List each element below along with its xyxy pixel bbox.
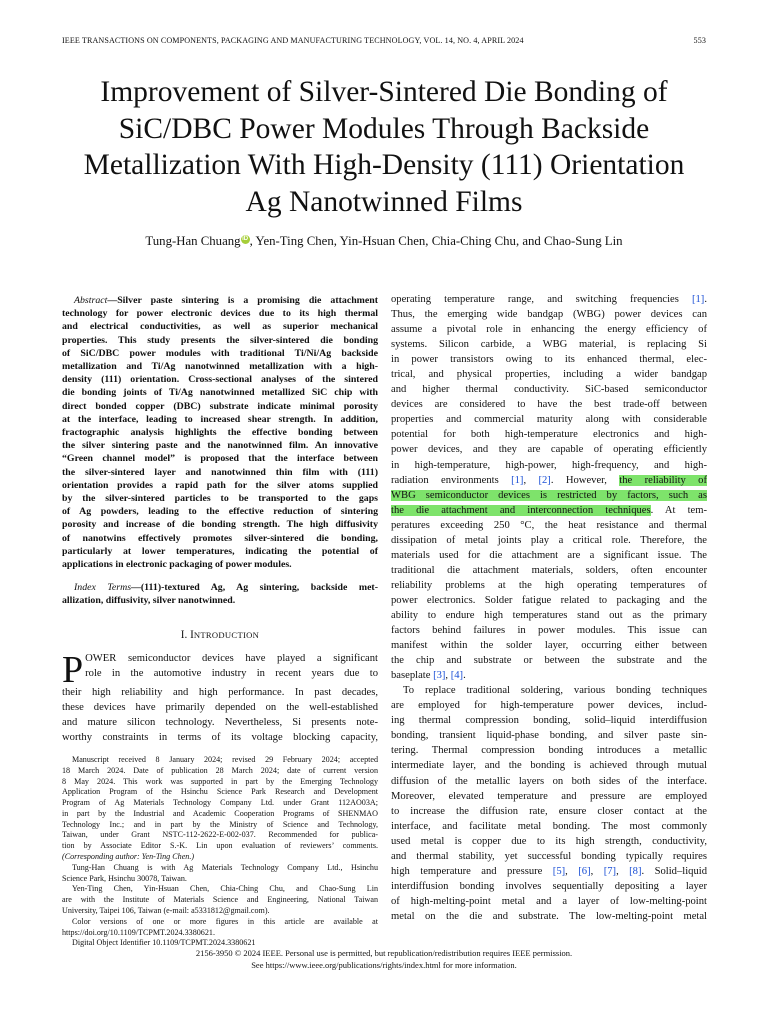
author-names: , Yen-Ting Chen, Yin-Hsuan Chen, Chia-Ching Chu, and Chao-Sung Lin	[249, 234, 623, 248]
citation-link[interactable]: [4]	[450, 670, 464, 682]
body-line: trical, and physical properties, including a wider bandgap	[391, 369, 707, 381]
body-text: high temperature and pressure	[391, 865, 553, 877]
intro-line: these devices have primarily depended on the well-established	[62, 701, 378, 713]
body-text: ,	[523, 474, 539, 486]
body-line: assume a pivotal role in enhancing the energy efficiency of	[391, 324, 707, 336]
index-terms-label: Index Terms	[74, 582, 132, 594]
footnote-line: Yen-Ting Chen, Yin-Hsuan Chen, Chia-Ching Chu, and Chao-Sung Lin	[72, 884, 378, 894]
body-text: ,	[565, 865, 579, 877]
abstract-line: the silver sintering paste and the nanotwinned film. An innovative	[62, 440, 378, 452]
body-line: in power transistors owing to its enhanced thermal, elec-	[391, 354, 707, 366]
abstract-line: porosity and increase of die bonding strength. The high diffusivity	[62, 519, 378, 531]
highlighted-text: the die attachment and interconnection techniques	[391, 504, 651, 516]
body-line: metal on the die and substrate. The low-melting-point metal	[391, 910, 707, 922]
intro-line: worthy constraints in terms of its voltage blocking capacity,	[62, 731, 378, 743]
citation-link[interactable]: [1]	[691, 294, 705, 305]
title-line: Ag Nanotwinned Films	[245, 185, 523, 218]
footnote-line: are with the Institute of Materials Science and Engineering, National Taiwan	[62, 895, 378, 905]
footnote-line: 18 March 2024. Date of publication 28 March 2024; date of current version	[62, 765, 378, 775]
copyright-footer	[40, 948, 728, 971]
body-text: ,	[616, 865, 630, 877]
footnote-line: tion by Associate Editor S.-K. Lin upon evaluation of reviewers’ comments.	[62, 841, 378, 851]
footnote-line: Program of Ag Materials Technology Company Ltd. under Grant 112AO03A;	[62, 798, 378, 808]
intro-line: role in the automotive industry in recent years due to	[85, 667, 378, 679]
journal-name: IEEE TRANSACTIONS ON COMPONENTS, PACKAGING AND MANUFACTURING TECHNOLOGY, VOL. 14, NO. 4, APRIL 2024	[62, 36, 524, 45]
drop-cap: P	[62, 648, 84, 691]
footnotes	[62, 755, 378, 949]
body-line: diffusion of the metallic layers on both sides of the interface.	[391, 775, 707, 787]
page-number: 553	[693, 36, 706, 45]
abstract-line: the silver-sintered layer and nanotwinned thin film with (111)	[62, 466, 378, 478]
body-text: radiation environments	[391, 474, 512, 486]
index-terms	[62, 581, 378, 607]
body-line: tering. Thermal compression bonding introduces a metallic	[391, 745, 707, 757]
paper-title	[40, 74, 728, 220]
abstract-line: die bonding joints of Ti/Ag nanotwinned metallized SiC chip with	[62, 387, 378, 399]
body-line: properties and commercial maturity along with considerable	[391, 414, 707, 426]
body-line: intermediate layer, and the bonding is achieved through mutual	[391, 760, 707, 772]
body-line: Thus, the emerging wide bandgap (WBG) power devices can	[391, 309, 707, 321]
body-text: . Solid–liquid	[641, 865, 707, 877]
body-text: .	[704, 294, 707, 305]
body-text: . At tem-	[650, 504, 707, 516]
footnote-line: in part by the Industrial and Academic Cooperation Programs of SHENMAO	[62, 808, 378, 818]
body-line: of high-melting-point metal and a layer of low-melting-point	[391, 895, 707, 907]
left-column	[62, 294, 378, 949]
abstract-line: of nanotwins effectively promotes silver-sintered die bonding,	[62, 532, 378, 544]
footnote-line: Application Program of the Hsinchu Science Park Research and Development	[62, 787, 378, 797]
footnote-line: 8 May 2024. This work was supported in part by the Emerging Technology	[62, 776, 378, 786]
footnote-line: Technology Inc.; and in part by the Ministry of Science and Technology,	[62, 819, 378, 829]
abstract-line: metallization and Ti/Ag nanotwinned metallization with a high-	[62, 361, 378, 373]
intro-line: their high reliability and high performance. In past decades,	[62, 686, 378, 698]
abstract-line: of Ag powders, leading to the effective reduction of sintering	[62, 506, 378, 518]
body-text: operating temperature range, and switching frequencies	[391, 294, 692, 305]
intro-line: and mature silicon technology. Nevertheless, Si presents note-	[62, 716, 378, 728]
abstract-line: applications in electronic packaging of power modules.	[62, 559, 292, 571]
corresponding-author: (Corresponding author: Yen-Ting Chen.)	[62, 852, 195, 862]
abstract-line: Silver paste sintering is a promising die attachment	[117, 295, 378, 306]
citation-link[interactable]: [6]	[578, 865, 591, 877]
abstract-line: direct bonded copper (DBC) substrate indicate minimal porosity	[62, 400, 378, 412]
abstract-line: “Green channel model” is proposed that the interface between	[62, 453, 378, 465]
footnote-line: Manuscript received 8 January 2024; revised 29 February 2024; accepted	[72, 754, 378, 764]
abstract-line: fractographic analysis highlights the effective bonding between	[62, 427, 378, 439]
body-text: .	[463, 670, 466, 682]
body-paragraph	[391, 292, 707, 683]
abstract-line: particularly at lower temperatures, indicating the potential of	[62, 545, 378, 557]
body-line: To replace traditional soldering, various bonding techniques	[403, 685, 707, 697]
title-line: Metallization With High-Density (111) Orientation	[83, 149, 685, 181]
section-heading	[62, 628, 378, 643]
citation-link[interactable]: [2]	[538, 474, 551, 486]
body-line: to increase the diffusion rate, ensure closer contact at the	[391, 805, 707, 817]
body-line: reliability problems at the high operating temperatures of	[391, 579, 707, 591]
body-text: ,	[590, 865, 604, 877]
section-title: NTRODUCTION	[193, 629, 260, 640]
doi-line: Digital Object Identifier 10.1109/TCPMT.2024.3380621	[72, 938, 256, 948]
abstract-dash: —	[107, 295, 118, 306]
abstract-label: Abstract	[74, 295, 108, 306]
abstract-line: at the interface, leading to increased shear strength. In addition,	[62, 413, 378, 425]
citation-link[interactable]: [3]	[433, 670, 446, 682]
body-line: and thermal stability, yet successful bonding typically requires	[391, 850, 707, 862]
title-line: SiC/DBC Power Modules Through Backside	[118, 112, 650, 145]
index-terms-line: (111)-textured Ag, Ag sintering, backside met-	[140, 582, 378, 594]
section-numeral: I. I	[180, 628, 194, 641]
body-text: . However,	[550, 474, 620, 486]
body-line: factors behind failures in power modules. This issue can	[391, 625, 707, 637]
body-paragraph	[391, 683, 707, 924]
body-line: Moreover, elevated temperature and pressure are employed	[391, 790, 707, 802]
running-header	[62, 36, 706, 50]
body-line: devices are considered to have the best trade-off between	[391, 399, 707, 411]
body-line: used metal is copper due to its high strength, conductivity,	[391, 835, 707, 847]
body-line: power devices, and they are capable of operating efficiently	[391, 444, 707, 456]
body-line: interdiffusion bonding involves sequentially depositing a layer	[391, 880, 707, 892]
footnote-link[interactable]: https://doi.org/10.1109/TCPMT.2024.3380621.	[62, 927, 215, 937]
citation-link[interactable]: [5]	[552, 865, 566, 877]
abstract-line: and electrical conductivities, as well as superior mechanical	[62, 321, 378, 333]
body-line: ing thermal compression bonding, solid–liquid interdiffusion	[391, 715, 707, 727]
body-line: potential for both high-temperature electronics and high-	[391, 429, 707, 441]
footnote-line: Taiwan, under Grant NSTC-112-2622-E-002-037. Recommended for publica-	[62, 830, 378, 840]
author-list	[40, 234, 728, 249]
citation-link[interactable]: [1]	[511, 474, 524, 486]
body-line: dissipation of metal joints play a critical role. Therefore, the	[391, 534, 707, 546]
body-line: systems. Silicon carbide, a WBG material, is replacing Si	[391, 339, 707, 351]
copyright-line: 2156-3950 © 2024 IEEE. Personal use is permitted, but republication/redistribution requires IEEE permission.	[195, 948, 573, 958]
abstract-line: of SiC/DBC power modules with traditional Ti/Ni/Ag backside	[62, 347, 378, 359]
abstract	[62, 294, 378, 571]
body-line: are employed for high-temperature power devices, includ-	[391, 700, 707, 712]
abstract-line: properties. This study presents the silver-sintered die bonding	[62, 334, 378, 346]
footnote-line: Science Park, Hsinchu 30078, Taiwan.	[62, 873, 187, 883]
body-line: interface, and facilitate metal bonding. The most commonly	[391, 820, 707, 832]
rights-link-line[interactable]: See https://www.ieee.org/publications/rights/index.html for more information.	[251, 959, 517, 970]
footnote-line: University, Taipei 106, Taiwan (e-mail: a5331812@gmail.com).	[62, 906, 270, 916]
citation-link[interactable]: [8]	[629, 865, 642, 877]
highlighted-text: the reliability of	[619, 474, 708, 486]
body-text: baseplate	[391, 670, 434, 682]
body-line: and higher thermal conductivity. SiC-based semiconductor	[391, 384, 707, 396]
orcid-icon[interactable]: iD	[242, 236, 249, 242]
highlighted-text: WBG semiconductor devices is restricted by factors, such as	[391, 489, 707, 501]
body-line: ability to endure high temperatures stand out as the primary	[391, 609, 707, 621]
index-terms-dash: —	[131, 582, 141, 594]
body-line: power electronics. Solder fatigue related to packaging and the	[391, 594, 707, 606]
footnote-line: Color versions of one or more figures in this article are available at	[72, 916, 378, 926]
abstract-line: density (111) orientation. Cross-sectional analyses of the sintered	[62, 374, 378, 386]
body-line: traditional die attachment materials, solders, often encounter	[391, 564, 707, 576]
author-name: Tung-Han Chuang	[145, 234, 241, 248]
title-line: Improvement of Silver-Sintered Die Bonding of	[100, 76, 668, 108]
footnote-line: Tung-Han Chuang is with Ag Materials Technology Company Ltd., Hsinchu	[72, 862, 378, 872]
body-line: in high-temperature, high-power, high-frequency, and high-	[391, 459, 707, 471]
intro-paragraph	[62, 648, 378, 745]
body-text: ,	[445, 670, 451, 682]
body-line: the chip and substrate or between the substrate and the	[391, 655, 707, 667]
body-line: bonding, transient liquid-phase bonding, and silver paste sin-	[391, 730, 707, 742]
body-line: manifest within the solder layer, occurring either between	[391, 640, 707, 652]
body-line: materials used for die attachment are a significant issue. The	[391, 549, 707, 561]
citation-link[interactable]: [7]	[603, 865, 617, 877]
intro-line: OWER semiconductor devices have played a significant	[85, 652, 378, 664]
abstract-line: orientation provides a rapid path for the silver atoms supplied	[62, 479, 378, 491]
abstract-line: technology for power electronic devices due to its high thermal	[62, 308, 378, 320]
abstract-line: by the silver-sintered particles to be transported to the gaps	[62, 493, 378, 505]
index-terms-line: allization, diffusivity, silver nanotwinned.	[62, 595, 236, 607]
body-line: peratures exceeding 250 °C, the heat resistance and thermal	[391, 519, 707, 531]
right-column	[391, 292, 707, 924]
